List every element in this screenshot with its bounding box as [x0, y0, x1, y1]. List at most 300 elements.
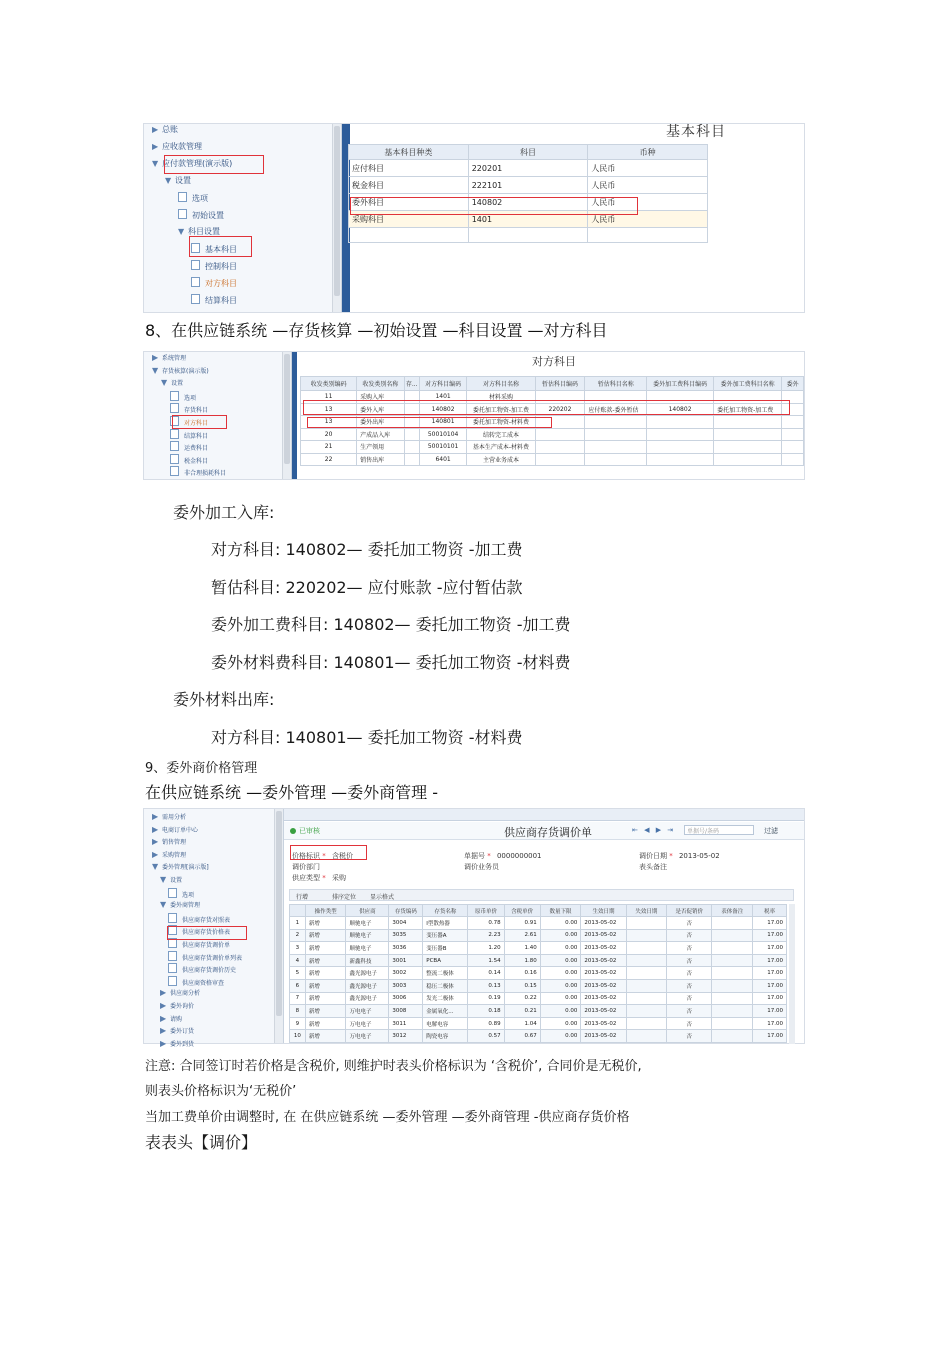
table-cell[interactable]: 20 — [301, 428, 357, 441]
table-cell[interactable] — [626, 942, 667, 955]
table-cell[interactable]: 否 — [667, 967, 712, 980]
table-cell[interactable] — [404, 428, 419, 441]
table-cell[interactable]: 1.80 — [504, 954, 540, 967]
table-cell[interactable]: 11 — [301, 391, 357, 404]
column-header[interactable]: 暂估科目名称 — [585, 377, 647, 391]
table-cell[interactable]: 结转完工成本 — [467, 428, 535, 441]
table-cell[interactable]: 0.00 — [540, 942, 581, 955]
tree-scrollbar[interactable] — [282, 352, 291, 479]
table-cell[interactable]: 新增 — [305, 992, 346, 1005]
table-cell[interactable]: 1401 — [468, 211, 588, 228]
table-cell[interactable]: 否 — [667, 979, 712, 992]
tree-item[interactable] — [160, 1014, 182, 1023]
table-cell[interactable]: 新增 — [305, 1030, 346, 1043]
table-cell[interactable]: 0.18 — [468, 1005, 504, 1018]
table-cell[interactable]: 5 — [290, 967, 306, 980]
column-header[interactable]: 原币单价 — [468, 905, 504, 917]
table-cell[interactable]: PCBA — [423, 954, 468, 967]
table-cell[interactable]: 应付科目 — [349, 160, 469, 177]
table-cell[interactable]: 3036 — [389, 942, 423, 955]
table-cell[interactable]: 销售出库 — [357, 453, 405, 466]
table-row[interactable] — [290, 979, 787, 992]
chevron-down-icon[interactable]: ▼ — [160, 900, 167, 910]
table-cell[interactable]: 鑫光源电子 — [346, 979, 389, 992]
tree-item[interactable] — [170, 429, 208, 440]
table-cell[interactable]: 2013-05-02 — [581, 992, 626, 1005]
table-cell[interactable]: 主营业务成本 — [467, 453, 535, 466]
table-cell[interactable] — [712, 1030, 753, 1043]
table-cell[interactable]: 17.00 — [753, 992, 787, 1005]
table-cell[interactable]: 140802 — [468, 194, 588, 211]
table-cell[interactable]: 17.00 — [753, 979, 787, 992]
table-cell[interactable]: 万电电子 — [346, 1005, 389, 1018]
filter-button[interactable]: 过滤 — [764, 827, 778, 835]
chevron-right-icon[interactable]: ▼ — [152, 862, 159, 872]
table-cell[interactable]: 万电电子 — [346, 1017, 389, 1030]
table-cell[interactable]: 10 — [290, 1030, 306, 1043]
column-header[interactable]: 是否促销价 — [667, 905, 712, 917]
chevron-right-icon[interactable]: ▶ — [152, 125, 159, 134]
table-cell[interactable]: 2013-05-02 — [581, 929, 626, 942]
column-header[interactable]: 委外加工费科目编码 — [647, 377, 714, 391]
tree-item[interactable] — [160, 988, 200, 997]
table-cell[interactable]: 0.13 — [468, 979, 504, 992]
tree-item[interactable] — [160, 1026, 194, 1035]
table-cell[interactable]: 新增 — [305, 1005, 346, 1018]
table-row[interactable] — [290, 1030, 787, 1043]
column-header[interactable]: 操作类型 — [305, 905, 346, 917]
table-cell[interactable]: 鑫光源电子 — [346, 992, 389, 1005]
table-cell[interactable]: 材料采购 — [467, 391, 535, 404]
table-cell[interactable]: 4 — [290, 954, 306, 967]
table-row[interactable] — [290, 992, 787, 1005]
column-header[interactable]: 币种 — [588, 145, 708, 160]
table-cell[interactable]: 22 — [301, 453, 357, 466]
table-cell[interactable]: 人民币 — [588, 211, 708, 228]
column-header[interactable]: 生效日期 — [581, 905, 626, 917]
table-cell[interactable]: 基本生产成本-材料费 — [467, 441, 535, 454]
table-cell[interactable]: 0.19 — [468, 992, 504, 1005]
table-cell[interactable] — [626, 1017, 667, 1030]
right-splitter[interactable] — [292, 352, 297, 479]
column-header[interactable]: 税率 — [753, 905, 787, 917]
grid-scrollbar[interactable] — [789, 904, 795, 1044]
chevron-down-icon[interactable]: ▶ — [160, 1001, 167, 1010]
table-row[interactable] — [349, 177, 708, 194]
column-header[interactable]: 暂估科目编码 — [535, 377, 585, 391]
table-cell[interactable]: 17.00 — [753, 954, 787, 967]
table-cell[interactable] — [626, 954, 667, 967]
tree-item[interactable] — [161, 378, 183, 387]
table-cell[interactable]: 140802 — [419, 403, 467, 416]
chevron-down-icon[interactable]: ▼ — [152, 159, 159, 168]
table-cell[interactable]: 0.89 — [468, 1017, 504, 1030]
table-cell[interactable]: 140801 — [419, 416, 467, 429]
table-cell[interactable]: 6 — [290, 979, 306, 992]
table-cell[interactable]: 0.14 — [468, 967, 504, 980]
column-header[interactable]: 供应商 — [346, 905, 389, 917]
table-cell[interactable]: 产成品入库 — [357, 428, 405, 441]
column-header[interactable]: 含税单价 — [504, 905, 540, 917]
tree-item[interactable] — [178, 192, 208, 204]
table-cell[interactable] — [647, 441, 714, 454]
table-cell[interactable]: 2 — [290, 929, 306, 942]
tree-item-label: 供应商存货调价历史 — [182, 967, 237, 975]
tree-item[interactable] — [152, 141, 202, 152]
tree-scrollbar[interactable] — [274, 809, 283, 1043]
table-cell[interactable]: 生产领用 — [357, 441, 405, 454]
table-cell[interactable]: 鑫光源电子 — [346, 967, 389, 980]
tree-item[interactable] — [170, 441, 208, 452]
chevron-right-icon[interactable]: ▶ — [152, 849, 159, 859]
column-header[interactable]: 存... — [404, 377, 419, 391]
tree-item[interactable] — [170, 391, 196, 402]
table-cell[interactable]: 新鑫科技 — [346, 954, 389, 967]
table-cell[interactable] — [782, 453, 804, 466]
table-cell[interactable]: 2013-05-02 — [581, 1017, 626, 1030]
chevron-right-icon[interactable]: ▶ — [152, 824, 159, 834]
table-cell[interactable]: 变压器A — [423, 929, 468, 942]
table-cell[interactable]: 委外出库 — [357, 416, 405, 429]
table-cell[interactable]: 0.00 — [540, 1017, 581, 1030]
table-cell[interactable]: 222101 — [468, 177, 588, 194]
table-cell[interactable] — [712, 967, 753, 980]
tree-item[interactable] — [170, 466, 226, 477]
chevron-down-icon[interactable]: ▼ — [161, 378, 168, 388]
column-header[interactable]: 基本科目种类 — [349, 145, 469, 160]
table-cell[interactable]: 17.00 — [753, 929, 787, 942]
column-header[interactable]: 收发类别名称 — [357, 377, 405, 391]
table-cell[interactable]: 新增 — [305, 917, 346, 930]
column-header[interactable]: 数量下限 — [540, 905, 581, 917]
table-cell[interactable]: 2013-05-02 — [581, 979, 626, 992]
chevron-down-icon[interactable]: ▼ — [165, 176, 172, 185]
table-cell[interactable]: 人民币 — [588, 177, 708, 194]
table-cell[interactable]: 0.00 — [540, 979, 581, 992]
table-cell[interactable]: 委外入库 — [357, 403, 405, 416]
table-cell[interactable]: 0.00 — [540, 1030, 581, 1043]
table-cell[interactable]: 1.20 — [468, 942, 504, 955]
table-row[interactable] — [290, 929, 787, 942]
table-cell[interactable]: 否 — [667, 1017, 712, 1030]
row-add-button[interactable]: 行增 — [296, 894, 309, 901]
table-cell[interactable] — [626, 967, 667, 980]
chevron-right-icon[interactable]: ▶ — [152, 353, 159, 362]
chevron-down-icon[interactable]: ▼ — [160, 875, 167, 884]
table-cell[interactable] — [535, 441, 585, 454]
table-cell[interactable]: 2013-05-02 — [581, 967, 626, 980]
table-cell[interactable]: 0.91 — [504, 917, 540, 930]
tree-item[interactable] — [168, 976, 224, 987]
sort-locate-button[interactable]: 排序定位 — [332, 894, 357, 901]
tree-item[interactable] — [152, 353, 186, 362]
tree-item[interactable] — [165, 175, 191, 186]
tree-item[interactable] — [170, 454, 208, 465]
table-cell[interactable]: 新增 — [305, 967, 346, 980]
tree-item[interactable] — [152, 837, 186, 846]
table-cell[interactable] — [712, 954, 753, 967]
table-cell[interactable] — [647, 453, 714, 466]
search-input[interactable]: 单据号/条码 — [684, 825, 754, 835]
table-cell[interactable]: 否 — [667, 929, 712, 942]
table-cell[interactable]: 采购科目 — [349, 211, 469, 228]
table-cell[interactable] — [585, 441, 647, 454]
column-header[interactable]: 科目 — [468, 145, 588, 160]
tree-item[interactable] — [152, 862, 209, 871]
tree-item[interactable] — [191, 260, 237, 272]
column-header[interactable]: 存货名称 — [423, 905, 468, 917]
table-row[interactable] — [301, 441, 804, 454]
table-cell[interactable]: 税金科目 — [349, 177, 469, 194]
table-cell[interactable]: 整流二极体 — [423, 967, 468, 980]
table-cell[interactable]: 0.15 — [504, 979, 540, 992]
table-cell[interactable]: 3004 — [389, 917, 423, 930]
table-cell[interactable]: 8 — [290, 1005, 306, 1018]
table-cell[interactable] — [626, 917, 667, 930]
chevron-down-icon[interactable]: ▶ — [160, 1013, 167, 1023]
table-cell[interactable]: 3012 — [389, 1030, 423, 1043]
tree-item[interactable] — [191, 277, 237, 289]
table-cell[interactable]: 220201 — [468, 160, 588, 177]
table-cell[interactable] — [712, 1005, 753, 1018]
table-cell[interactable]: 140802 — [647, 403, 714, 416]
chevron-down-icon[interactable]: ▼ — [178, 227, 185, 236]
table-cell[interactable] — [535, 428, 585, 441]
table-cell[interactable]: 人民币 — [588, 194, 708, 211]
table-cell[interactable]: 1 — [290, 917, 306, 930]
table-cell[interactable]: 7 — [290, 992, 306, 1005]
table-cell[interactable] — [782, 428, 804, 441]
chevron-down-icon[interactable]: ▶ — [160, 1026, 167, 1036]
table-cell[interactable] — [626, 1030, 667, 1043]
table-cell[interactable] — [404, 453, 419, 466]
table-cell[interactable]: 委托加工物资-材料费 — [467, 416, 535, 429]
table-cell[interactable]: 2013-05-02 — [581, 1005, 626, 1018]
table-cell[interactable]: 2.61 — [504, 929, 540, 942]
table-cell[interactable]: 否 — [667, 954, 712, 967]
column-header[interactable]: 收发类别编码 — [301, 377, 357, 391]
table-cell[interactable]: 0.78 — [468, 917, 504, 930]
table-cell[interactable]: 3008 — [389, 1005, 423, 1018]
table-cell[interactable]: 否 — [667, 917, 712, 930]
table-cell[interactable]: 13 — [301, 403, 357, 416]
table-cell[interactable]: 顺驰电子 — [346, 942, 389, 955]
table-cell[interactable] — [714, 428, 782, 441]
tree-item[interactable] — [160, 1001, 194, 1010]
table-cell[interactable] — [626, 979, 667, 992]
table-row[interactable] — [290, 1017, 787, 1030]
table-cell[interactable] — [712, 992, 753, 1005]
table-cell[interactable]: 50010104 — [419, 428, 467, 441]
table-cell[interactable]: 否 — [667, 1030, 712, 1043]
table-cell[interactable]: 3003 — [389, 979, 423, 992]
column-header[interactable]: 失效日期 — [626, 905, 667, 917]
table-cell[interactable] — [712, 1017, 753, 1030]
tree-item[interactable] — [160, 875, 182, 884]
table-cell[interactable] — [712, 917, 753, 930]
tree-item[interactable] — [168, 913, 230, 924]
table-cell[interactable]: 17.00 — [753, 917, 787, 930]
tree-item[interactable] — [170, 403, 208, 414]
chevron-right-icon[interactable]: ▶ — [152, 142, 159, 151]
table-cell[interactable] — [626, 1005, 667, 1018]
table-cell[interactable] — [535, 453, 585, 466]
table-cell[interactable]: 1401 — [419, 391, 467, 404]
table-cell[interactable]: 发光二极体 — [423, 992, 468, 1005]
display-format-button[interactable]: 显示格式 — [370, 894, 395, 901]
tree-item[interactable] — [160, 1039, 194, 1048]
table-cell[interactable]: 稳压二极体 — [423, 979, 468, 992]
tree-item[interactable] — [152, 124, 178, 135]
table-cell[interactable]: 否 — [667, 1005, 712, 1018]
table-cell[interactable]: 采购入库 — [357, 391, 405, 404]
table-cell[interactable]: 0.00 — [540, 917, 581, 930]
table-cell[interactable]: 电解电容 — [423, 1017, 468, 1030]
table-cell[interactable]: 0.67 — [504, 1030, 540, 1043]
tree-scrollbar[interactable] — [332, 124, 341, 312]
table-cell[interactable]: 变压器B — [423, 942, 468, 955]
table-cell[interactable] — [712, 979, 753, 992]
table-row[interactable] — [290, 1005, 787, 1018]
table-cell[interactable]: 人民币 — [588, 160, 708, 177]
table-row[interactable] — [349, 160, 708, 177]
table-cell[interactable]: 委托加工物资-加工费 — [714, 403, 782, 416]
table-row[interactable] — [301, 428, 804, 441]
table-cell[interactable] — [714, 416, 782, 429]
table-cell[interactable]: 3006 — [389, 992, 423, 1005]
table-cell[interactable] — [404, 441, 419, 454]
tree-item[interactable] — [178, 209, 224, 221]
table-cell[interactable] — [647, 416, 714, 429]
table-cell[interactable]: 万电电子 — [346, 1030, 389, 1043]
table-cell[interactable]: 委托加工物资-加工费 — [467, 403, 535, 416]
tree-item[interactable] — [152, 812, 186, 821]
table-cell[interactable] — [712, 929, 753, 942]
table-cell[interactable] — [712, 942, 753, 955]
table-cell[interactable]: 1.54 — [468, 954, 504, 967]
table-cell[interactable]: 17.00 — [753, 1017, 787, 1030]
table-cell[interactable] — [782, 416, 804, 429]
table-cell[interactable] — [585, 428, 647, 441]
table-cell[interactable] — [585, 416, 647, 429]
table-cell[interactable]: 2013-05-02 — [581, 954, 626, 967]
table-row[interactable] — [290, 967, 787, 980]
table-cell[interactable]: 0.00 — [540, 1005, 581, 1018]
table-row[interactable] — [290, 917, 787, 930]
tree-item[interactable] — [152, 825, 198, 834]
table-cell[interactable]: 2013-05-02 — [581, 917, 626, 930]
table-cell[interactable]: 顺驰电子 — [346, 929, 389, 942]
table-cell[interactable] — [626, 929, 667, 942]
tree-item[interactable] — [152, 850, 186, 859]
table-cell[interactable]: 否 — [667, 942, 712, 955]
table-cell[interactable]: 新增 — [305, 1017, 346, 1030]
table-cell[interactable]: 6401 — [419, 453, 467, 466]
table-cell[interactable]: 0.21 — [504, 1005, 540, 1018]
table-cell[interactable]: 17.00 — [753, 1005, 787, 1018]
table-cell[interactable]: 2013-05-02 — [581, 1030, 626, 1043]
table-cell[interactable]: 3011 — [389, 1017, 423, 1030]
table-cell[interactable]: 0.57 — [468, 1030, 504, 1043]
table-row[interactable] — [290, 954, 787, 967]
table-cell[interactable]: 13 — [301, 416, 357, 429]
table-cell[interactable]: 3002 — [389, 967, 423, 980]
table-cell[interactable]: 21 — [301, 441, 357, 454]
table-cell[interactable]: 0.00 — [540, 967, 581, 980]
table-cell[interactable] — [714, 453, 782, 466]
chevron-right-icon[interactable]: ▶ — [152, 812, 159, 821]
table-cell[interactable]: 0.00 — [540, 992, 581, 1005]
tree-item[interactable] — [152, 366, 209, 375]
table-cell[interactable]: 0.16 — [504, 967, 540, 980]
table-cell[interactable]: 9 — [290, 1017, 306, 1030]
table-cell[interactable]: 应付账款-委外暂估 — [585, 403, 647, 416]
table-cell[interactable]: 2.23 — [468, 929, 504, 942]
table-cell[interactable]: 3035 — [389, 929, 423, 942]
table-cell[interactable]: 17.00 — [753, 942, 787, 955]
table-cell[interactable] — [714, 441, 782, 454]
column-header[interactable]: 对方科目编码 — [419, 377, 467, 391]
column-header[interactable]: 对方科目名称 — [467, 377, 535, 391]
table-cell[interactable]: 否 — [667, 992, 712, 1005]
table-cell[interactable]: 50010101 — [419, 441, 467, 454]
column-header[interactable]: 表体备注 — [712, 905, 753, 917]
table-cell[interactable]: 陶瓷电容 — [423, 1030, 468, 1043]
table-cell[interactable] — [647, 428, 714, 441]
table-cell[interactable]: 金属氧化... — [423, 1005, 468, 1018]
table-cell[interactable] — [585, 453, 647, 466]
table-row[interactable] — [290, 942, 787, 955]
chevron-right-icon[interactable]: ▶ — [152, 837, 159, 847]
table-cell[interactable] — [626, 992, 667, 1005]
column-header[interactable] — [290, 905, 306, 917]
table-cell[interactable]: 17.00 — [753, 1030, 787, 1043]
table-cell[interactable]: 2013-05-02 — [581, 942, 626, 955]
tree-item[interactable] — [168, 951, 242, 962]
table-cell[interactable]: 新增 — [305, 979, 346, 992]
table-row[interactable] — [301, 453, 804, 466]
table-cell[interactable]: I型散热器 — [423, 917, 468, 930]
table-cell[interactable]: 新增 — [305, 929, 346, 942]
table-cell[interactable]: 新增 — [305, 942, 346, 955]
table-cell[interactable]: 顺驰电子 — [346, 917, 389, 930]
table-cell[interactable]: 0.22 — [504, 992, 540, 1005]
tree-item[interactable] — [160, 900, 200, 909]
table-cell[interactable]: 1.04 — [504, 1017, 540, 1030]
table-cell[interactable]: 0.00 — [540, 929, 581, 942]
price-flag-value[interactable]: 含税价 — [331, 852, 353, 860]
tree-item[interactable] — [168, 888, 194, 899]
tree-item[interactable] — [168, 963, 236, 974]
table-cell[interactable]: 220202 — [535, 403, 585, 416]
table-cell[interactable]: 3001 — [389, 954, 423, 967]
table-cell[interactable]: 1.40 — [504, 942, 540, 955]
chevron-down-icon[interactable]: ▶ — [160, 988, 167, 998]
column-header[interactable]: 存货编码 — [389, 905, 423, 917]
table-cell[interactable]: 0.00 — [540, 954, 581, 967]
table-cell[interactable]: 委外科目 — [349, 194, 469, 211]
tree-item[interactable] — [191, 294, 237, 306]
column-header[interactable]: 委外加工费科目名称 — [714, 377, 782, 391]
table-cell[interactable]: 17.00 — [753, 967, 787, 980]
nav-arrows[interactable]: ⇤ ◀ ▶ ⇥ — [632, 826, 676, 834]
table-cell[interactable] — [782, 441, 804, 454]
chevron-right-icon[interactable]: ▼ — [152, 365, 159, 375]
column-header[interactable]: 委外 — [782, 377, 804, 391]
table-cell[interactable]: 新增 — [305, 954, 346, 967]
chevron-down-icon[interactable]: ▶ — [160, 1038, 167, 1048]
table-cell[interactable]: 3 — [290, 942, 306, 955]
